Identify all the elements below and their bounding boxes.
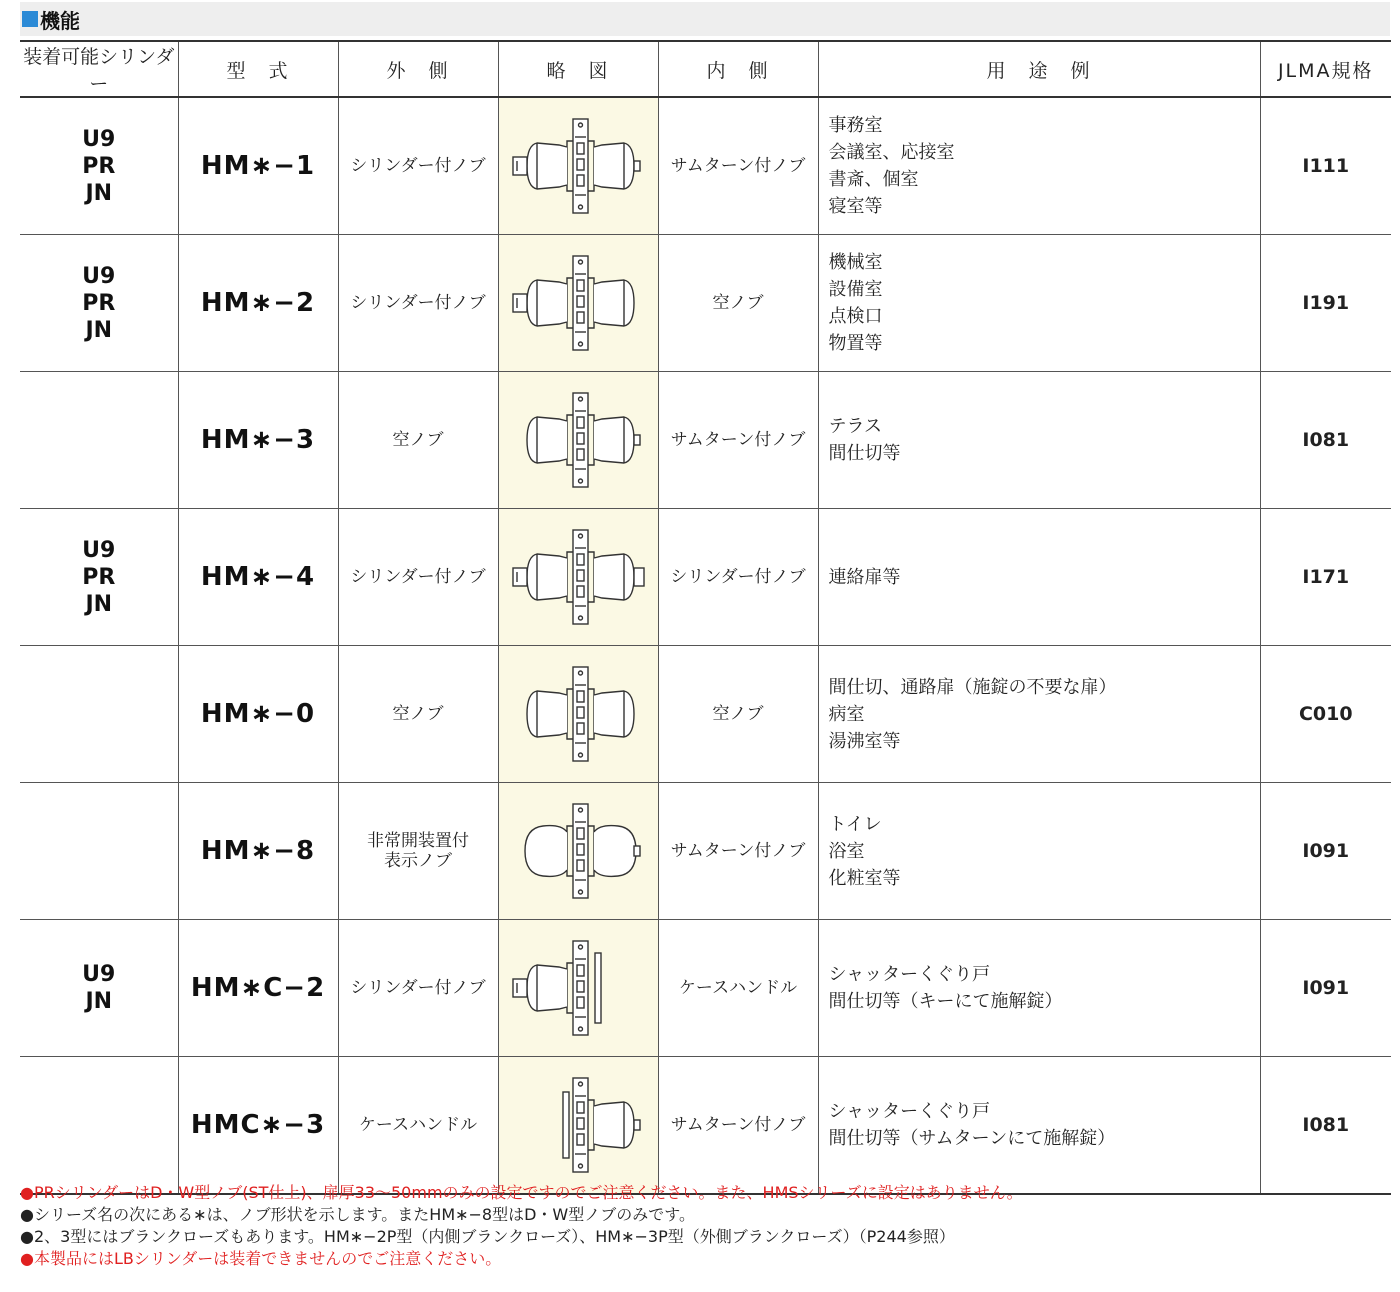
inside-label: サムターン付ノブ [670, 156, 806, 176]
diagram-cell [498, 646, 658, 783]
inside-cell [658, 509, 818, 646]
cylinder-cell [20, 1057, 178, 1195]
table-row [20, 97, 1391, 235]
model-cell [178, 1057, 338, 1195]
column-header-cylinder: 装着可能シリンダー [20, 41, 178, 97]
column-header-diagram: 略 図 [498, 41, 658, 97]
jlma-cell [1260, 372, 1391, 509]
outside-cell [338, 783, 498, 920]
section-header [20, 2, 1390, 36]
note-line: ●2、3型にはブランクローズもあります。HM∗−2P型（内側ブランクローズ）、HM∗−3P型（外側ブランクローズ）（P244参照） [20, 1227, 955, 1246]
inside-label: サムターン付ノブ [670, 1115, 806, 1135]
uses-cell [818, 97, 1260, 235]
note-line: ●シリーズ名の次にある∗は、ノブ形状を示します。またHM∗−8型はD・W型ノブのみです。 [20, 1205, 695, 1224]
cylinder-type: JN [85, 591, 113, 617]
column-header-outside: 外 側 [338, 41, 498, 97]
jlma-cell [1260, 920, 1391, 1057]
lock-diagram-1 [503, 111, 653, 221]
use-example: 会議室、応接室 [828, 142, 955, 163]
use-example: 連絡扉等 [828, 566, 901, 588]
table-row [20, 372, 1391, 509]
jlma-code: C010 [1298, 703, 1353, 725]
jlma-cell [1260, 1057, 1391, 1195]
model-number: HM∗−3 [200, 425, 316, 455]
jlma-code: I191 [1302, 292, 1350, 314]
model-number: HM∗C−2 [190, 973, 326, 1003]
cylinder-cell [20, 97, 178, 235]
model-number: HM∗−8 [200, 836, 316, 866]
diagram-cell [498, 1057, 658, 1195]
model-cell [178, 783, 338, 920]
function-table [20, 40, 1391, 1195]
cylinder-type: U9 [82, 263, 116, 289]
uses-cell [818, 509, 1260, 646]
inside-label: 空ノブ [712, 704, 764, 724]
model-cell [178, 920, 338, 1057]
table-header-row [20, 41, 1391, 97]
model-number: HMC∗−3 [190, 1110, 326, 1140]
jlma-cell [1260, 783, 1391, 920]
cylinder-type: PR [82, 153, 116, 179]
section-title: 機能 [40, 8, 80, 33]
uses-cell [818, 372, 1260, 509]
uses-cell [818, 646, 1260, 783]
outside-label: 空ノブ [392, 430, 444, 450]
inside-cell [658, 783, 818, 920]
uses-cell [818, 920, 1260, 1057]
model-cell [178, 646, 338, 783]
note-line: ●本製品にはLBシリンダーは装着できませんのでご注意ください。 [20, 1249, 502, 1268]
lock-diagram-8 [503, 1070, 653, 1180]
outside-cell [338, 372, 498, 509]
jlma-code: I111 [1302, 155, 1350, 177]
outside-cell [338, 920, 498, 1057]
lock-diagram-2 [503, 248, 653, 358]
diagram-cell [498, 97, 658, 235]
diagram-cell [498, 509, 658, 646]
inside-label: サムターン付ノブ [670, 841, 806, 861]
cylinder-cell [20, 783, 178, 920]
inside-cell [658, 646, 818, 783]
lock-diagram-5 [503, 659, 653, 769]
table-row [20, 646, 1391, 783]
use-example: 間仕切等 [828, 443, 901, 464]
use-example: 病室 [828, 703, 865, 725]
jlma-cell [1260, 235, 1391, 372]
inside-cell [658, 920, 818, 1057]
jlma-code: I091 [1302, 840, 1350, 862]
uses-cell [818, 783, 1260, 920]
inside-cell [658, 235, 818, 372]
cylinder-type: PR [82, 564, 116, 590]
use-example: シャッターくぐり戸 [828, 1101, 991, 1122]
use-example: 間仕切等（キーにて施解錠） [828, 991, 1063, 1012]
use-example: 間仕切等（サムターンにて施解錠） [828, 1128, 1116, 1149]
outside-cell [338, 1057, 498, 1195]
model-number: HM∗−4 [200, 562, 316, 592]
use-example: 書斎、個室 [828, 169, 919, 190]
diagram-cell [498, 372, 658, 509]
inside-cell [658, 372, 818, 509]
cylinder-cell [20, 235, 178, 372]
model-number: HM∗−1 [200, 151, 316, 181]
use-example: 間仕切、通路扉（施錠の不要な扉） [828, 676, 1117, 698]
outside-cell [338, 509, 498, 646]
cylinder-type: JN [85, 317, 113, 343]
notes-block [20, 1182, 1390, 1270]
use-example: 化粧室等 [828, 867, 901, 889]
section-marker-icon [22, 11, 38, 27]
outside-label: シリンダー付ノブ [350, 978, 486, 998]
cylinder-type: U9 [82, 537, 116, 563]
column-header-inside: 内 側 [658, 41, 818, 97]
cylinder-cell [20, 646, 178, 783]
use-example: 設備室 [828, 279, 883, 300]
diagram-cell [498, 235, 658, 372]
jlma-cell [1260, 97, 1391, 235]
cylinder-type: JN [85, 989, 113, 1014]
outside-label: シリンダー付ノブ [350, 567, 486, 587]
inside-label: ケースハンドル [678, 978, 798, 998]
lock-diagram-3 [503, 385, 653, 495]
table-row [20, 509, 1391, 646]
model-number: HM∗−0 [200, 699, 316, 729]
inside-label: 空ノブ [712, 293, 764, 313]
outside-cell [338, 646, 498, 783]
column-header-uses: 用 途 例 [818, 41, 1260, 97]
use-example: 事務室 [828, 115, 883, 136]
outside-label: 表示ノブ [384, 851, 452, 871]
cylinder-type: JN [85, 180, 113, 206]
outside-label: 空ノブ [392, 704, 444, 724]
model-cell [178, 372, 338, 509]
outside-label: シリンダー付ノブ [350, 293, 486, 313]
table-row [20, 783, 1391, 920]
model-cell [178, 97, 338, 235]
use-example: トイレ [828, 813, 882, 835]
jlma-code: I091 [1302, 977, 1350, 999]
uses-cell [818, 235, 1260, 372]
column-header-model: 型 式 [178, 41, 338, 97]
inside-cell [658, 97, 818, 235]
use-example: テラス [828, 416, 882, 437]
jlma-cell [1260, 509, 1391, 646]
column-header-jlma: JLMA規格 [1260, 41, 1391, 97]
inside-label: シリンダー付ノブ [670, 567, 806, 587]
inside-label: サムターン付ノブ [670, 430, 806, 450]
use-example: 物置等 [828, 333, 883, 354]
outside-cell [338, 97, 498, 235]
outside-label: ケースハンドル [358, 1115, 478, 1135]
diagram-cell [498, 783, 658, 920]
inside-cell [658, 1057, 818, 1195]
outside-label: 非常開装置付 [367, 831, 469, 851]
note-line: ●PRシリンダーはD・W型ノブ(ST仕上)、扉厚33〜50mmのみの設定ですのでご注意ください。また、HMSシリーズに設定はありません。 [20, 1183, 1023, 1202]
table-body [20, 97, 1391, 1194]
model-cell [178, 235, 338, 372]
jlma-code: I171 [1302, 566, 1350, 588]
table-row [20, 1057, 1391, 1195]
cylinder-type: U9 [82, 962, 116, 987]
jlma-cell [1260, 646, 1391, 783]
jlma-code: I081 [1302, 429, 1350, 451]
cylinder-cell [20, 920, 178, 1057]
use-example: 浴室 [828, 840, 865, 862]
outside-cell [338, 235, 498, 372]
use-example: シャッターくぐり戸 [828, 964, 991, 985]
use-example: 点検口 [828, 306, 883, 327]
diagram-cell [498, 920, 658, 1057]
table-row [20, 235, 1391, 372]
cylinder-cell [20, 372, 178, 509]
model-cell [178, 509, 338, 646]
cylinder-type: U9 [82, 126, 116, 152]
cylinder-cell [20, 509, 178, 646]
model-number: HM∗−2 [200, 288, 316, 318]
outside-label: シリンダー付ノブ [350, 156, 486, 176]
use-example: 機械室 [828, 252, 883, 273]
use-example: 寝室等 [828, 196, 883, 217]
table-row [20, 920, 1391, 1057]
jlma-code: I081 [1302, 1114, 1350, 1136]
lock-diagram-6 [503, 796, 653, 906]
lock-diagram-4 [503, 522, 653, 632]
use-example: 湯沸室等 [828, 730, 901, 752]
cylinder-type: PR [82, 290, 116, 316]
lock-diagram-7 [503, 933, 653, 1043]
uses-cell [818, 1057, 1260, 1195]
